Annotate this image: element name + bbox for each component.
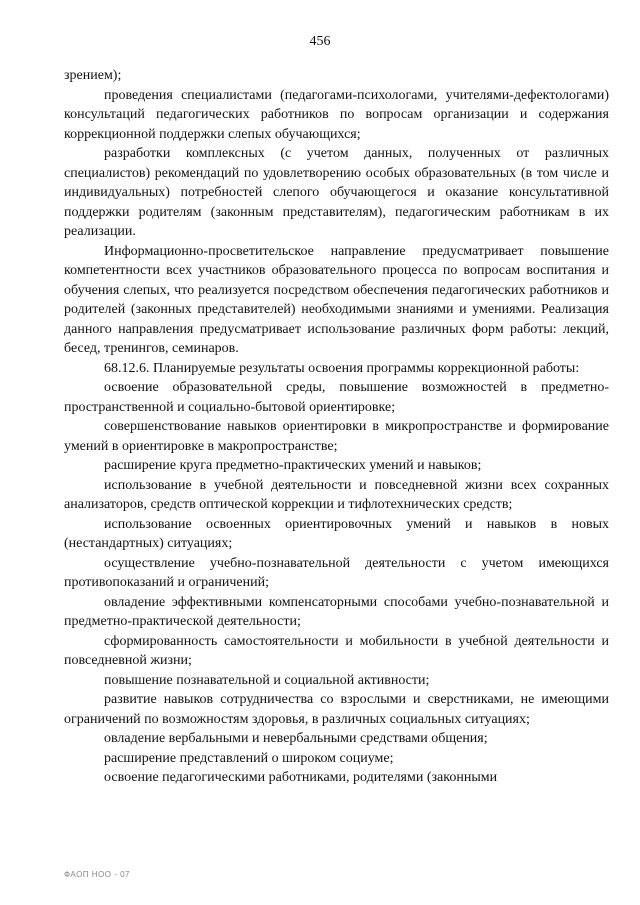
paragraph: расширение представлений о широком социуме; <box>104 750 394 766</box>
paragraph: разработки комплексных (с учетом данных, полученных от различных специалистов) рекомендаций по удовлетворению особых образовательных (в том числе и индивидуальных) потребностей слепого обучающегося и оказание консультативной поддержки родителям (законным представителям), педагогическим работникам в их реализации. <box>64 146 609 239</box>
paragraph: освоение педагогическими работниками, родителями (законными <box>104 770 498 785</box>
footer-stamp: ФАОП НОО - 07 <box>64 870 130 879</box>
page-number: 456 <box>309 34 331 49</box>
paragraph: освоение образовательной среды, повышение возможностей в предметно-пространственной и социально-бытовой ориентировке; <box>64 380 609 415</box>
document-body <box>64 66 609 788</box>
paragraph: проведения специалистами (педагогами-психологами, учителями-дефектологами) консультаций педагогических работников по вопросам организации и содержания коррекционной поддержки слепых обучающихся; <box>64 87 609 142</box>
paragraph: 68.12.6. Планируемые результаты освоения программы коррекционной работы: <box>104 360 580 376</box>
paragraph: расширение круга предметно-практических умений и навыков; <box>104 458 482 473</box>
paragraph: овладение вербальными и невербальными средствами общения; <box>104 731 488 746</box>
paragraph: зрением); <box>64 68 122 83</box>
paragraph: использование освоенных ориентировочных умений и навыков в новых (нестандартных) ситуациях; <box>64 516 609 551</box>
paragraph: сформированность самостоятельности и мобильности в учебной деятельности и повседневной жизни; <box>64 633 609 668</box>
paragraph: Информационно-просветительское направление предусматривает повышение компетентности всех участников образовательного процесса по вопросам воспитания и обучения слепых, что реализуется посредством обеспечения педагогических работников и родителей (законных представителей) необходимыми знаниями и умениями. Реализация данного направления предусматривает использование различных форм работы: лекций, бесед, тренингов, семинаров. <box>64 243 609 356</box>
paragraph: совершенствование навыков ориентировки в микропространстве и формирование умений в ориентировке в макропространстве; <box>64 419 609 454</box>
paragraph: использование в учебной деятельности и повседневной жизни всех сохранных анализаторов, средств оптической коррекции и тифлотехнических средств; <box>64 477 609 512</box>
paragraph: овладение эффективными компенсаторными способами учебно-познавательной и предметно-практической деятельности; <box>64 594 609 629</box>
paragraph: развитие навыков сотрудничества со взрослыми и сверстниками, не имеющими ограничений по возможностям здоровья, в различных социальных ситуациях; <box>64 692 609 727</box>
paragraph: повышение познавательной и социальной активности; <box>104 672 430 688</box>
paragraph: осуществление учебно-познавательной деятельности с учетом имеющихся противопоказаний и ограничений; <box>64 555 609 590</box>
